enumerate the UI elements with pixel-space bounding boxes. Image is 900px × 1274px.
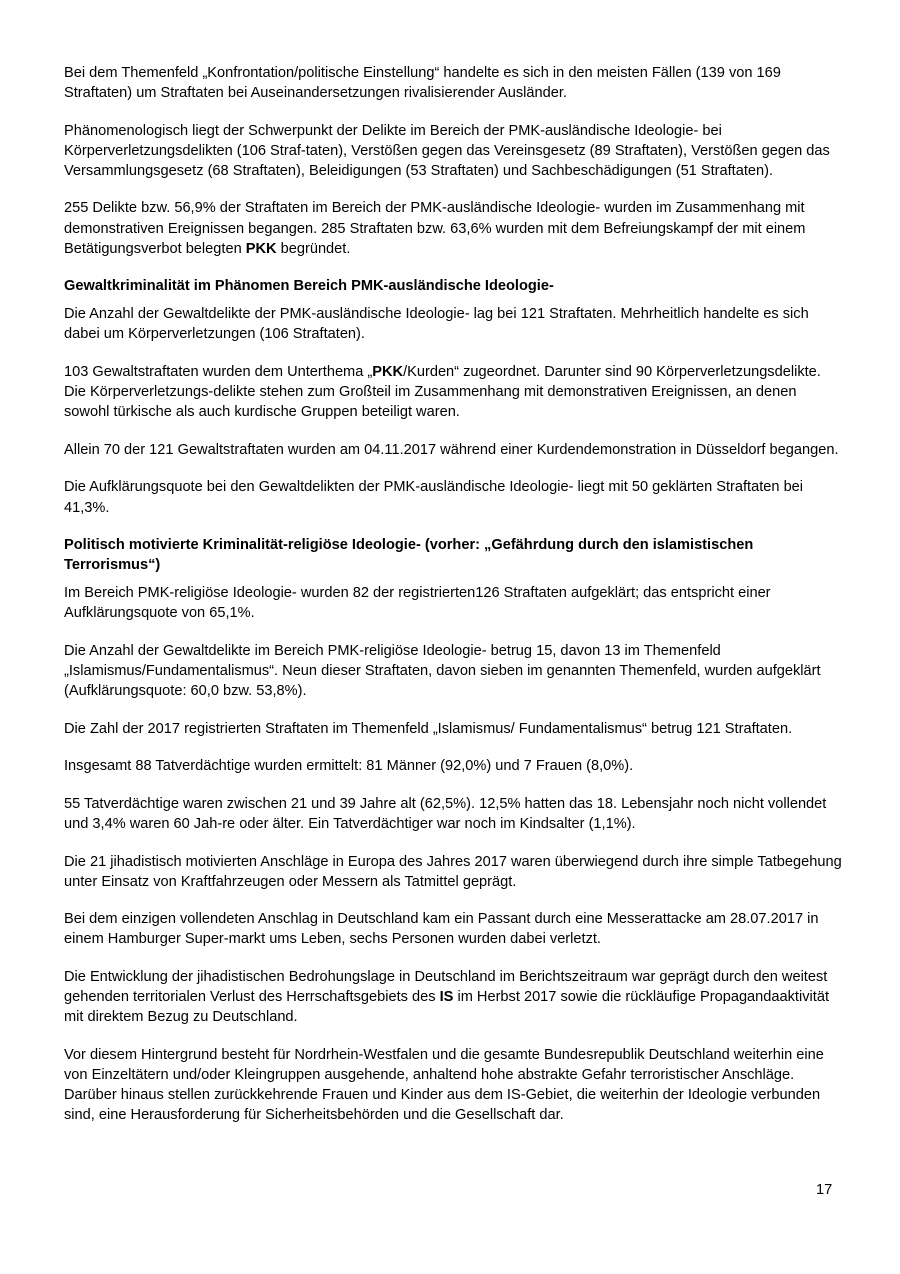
bold-term-is: IS xyxy=(439,989,454,1006)
paragraph-text: 255 Delikte bzw. 56,9% der Straftaten im Bereich der PMK-ausländische Ideologie- wurden im Zusammenhang mit demonstrativen Ereignissen begangen. 285 Straftaten bzw. 63,6% wurden mit dem Befreiungskampf der mit einem Betätigungsverbot belegten xyxy=(64,200,806,257)
paragraph xyxy=(64,967,844,1027)
paragraph: Die Anzahl der Gewaltdelikte der PMK-ausländische Ideologie- lag bei 121 Straftaten. Mehrheitlich handelte es sich dabei um Körperverletzungen (106 Straftaten). xyxy=(64,306,809,343)
paragraph-text: 103 Gewaltstraftaten wurden dem Unterthema „ xyxy=(64,364,373,381)
paragraph-text: im Herbst 2017 sowie die rückläufige Propagandaaktivität mit direktem Bezug zu Deutschland. xyxy=(64,989,829,1026)
bold-term-pkk: PKK xyxy=(372,364,404,381)
paragraph: Die Aufklärungsquote bei den Gewaltdelikten der PMK-ausländische Ideologie- liegt mit 50 geklärten Straftaten bei 41,3%. xyxy=(64,479,804,516)
paragraph xyxy=(64,198,844,258)
section-heading: Gewaltkriminalität im Phänomen Bereich PMK-ausländische Ideologie- xyxy=(64,278,554,295)
document-body xyxy=(64,63,844,1143)
bold-term-pkk: PKK xyxy=(245,240,277,257)
page-number: 17 xyxy=(816,1182,833,1198)
paragraph: Bei dem Themenfeld „Konfrontation/politische Einstellung“ handelte es sich in den meisten Fällen (139 von 169 Straftaten) um Straftaten bei Auseinandersetzungen rivalisierender Ausländer. xyxy=(64,65,781,102)
paragraph: Phänomenologisch liegt der Schwerpunkt der Delikte im Bereich der PMK-ausländische Ideologie- bei Körperverletzungsdelikten (106 Straf-taten), Verstößen gegen das Vereinsgesetz (89 Straftaten), Verstößen gegen das Versammlungsgesetz (68 Straftaten), Beleidigungen (53 Straftaten) und Sachbeschädigungen (51 Straftaten). xyxy=(64,122,830,179)
paragraph: Allein 70 der 121 Gewaltstraftaten wurden am 04.11.2017 während einer Kurdendemonstration in Düsseldorf begangen. xyxy=(64,441,839,458)
paragraph-text: begründet. xyxy=(276,240,351,257)
paragraph-text: Die Entwicklung der jihadistischen Bedrohungslage in Deutschland im Berichtszeitraum war geprägt durch den weitest gehenden territorialen Verlust des Herrschaftsgebiets des xyxy=(64,969,828,1006)
paragraph xyxy=(64,362,844,422)
paragraph: Bei dem einzigen vollendeten Anschlag in Deutschland kam ein Passant durch eine Messerattacke am 28.07.2017 in einem Hamburger Super-markt ums Leben, sechs Personen wurden dabei verletzt. xyxy=(64,911,819,948)
paragraph: Die Zahl der 2017 registrierten Straftaten im Themenfeld „Islamismus/ Fundamentalismus“ betrug 121 Straftaten. xyxy=(64,720,793,737)
paragraph: Vor diesem Hintergrund besteht für Nordrhein-Westfalen und die gesamte Bundesrepublik Deutschland weiterhin eine von Einzeltätern und/oder Kleingruppen ausgehende, anhaltend hohe abstrakte Gefahr terroristischer Anschläge. Darüber hinaus stellen zurückkehrende Frauen und Kinder aus dem IS-Gebiet, die weiterhin der Ideologie verbunden sind, eine Herausforderung für Sicherheitsbehörden und die Gesellschaft dar. xyxy=(64,1046,824,1124)
paragraph: Die Anzahl der Gewaltdelikte im Bereich PMK-religiöse Ideologie- betrug 15, davon 13 im Themenfeld „Islamismus/Fundamentalismus“. Neun dieser Straftaten, davon sieben im genannten Themenfeld, wurden aufgeklärt (Aufklärungsquote: 60,0 bzw. 53,8%). xyxy=(64,642,821,700)
paragraph-text: /Kurden“ zugeordnet. Darunter sind 90 Körperverletzungsdelikte. Die Körperverletzungs-delikte stehen zum Großteil im Zusammenhang mit demonstrativen Ereignissen, an denen sowohl türkische als auch kurdische Gruppen beteiligt waren. xyxy=(64,364,821,421)
paragraph: Im Bereich PMK-religiöse Ideologie- wurden 82 der registrierten126 Straftaten aufgeklärt; das entspricht einer Aufklärungsquote von 65,1%. xyxy=(64,585,771,622)
paragraph: Die 21 jihadistisch motivierten Anschläge in Europa des Jahres 2017 waren überwiegend durch ihre simple Tatbegehung unter Einsatz von Kraftfahrzeugen oder Messern als Tatmittel geprägt. xyxy=(64,853,842,890)
paragraph: Insgesamt 88 Tatverdächtige wurden ermittelt: 81 Männer (92,0%) und 7 Frauen (8,0%). xyxy=(64,758,634,775)
section-heading: Politisch motivierte Kriminalität-religiöse Ideologie- (vorher: „Gefährdung durch den islamistischen Terrorismus“) xyxy=(64,537,754,574)
paragraph: 55 Tatverdächtige waren zwischen 21 und 39 Jahre alt (62,5%). 12,5% hatten das 18. Lebensjahr noch nicht vollendet und 3,4% waren 60 Jah-re oder älter. Ein Tatverdächtiger war noch im Kindsalter (1,1%). xyxy=(64,795,827,833)
